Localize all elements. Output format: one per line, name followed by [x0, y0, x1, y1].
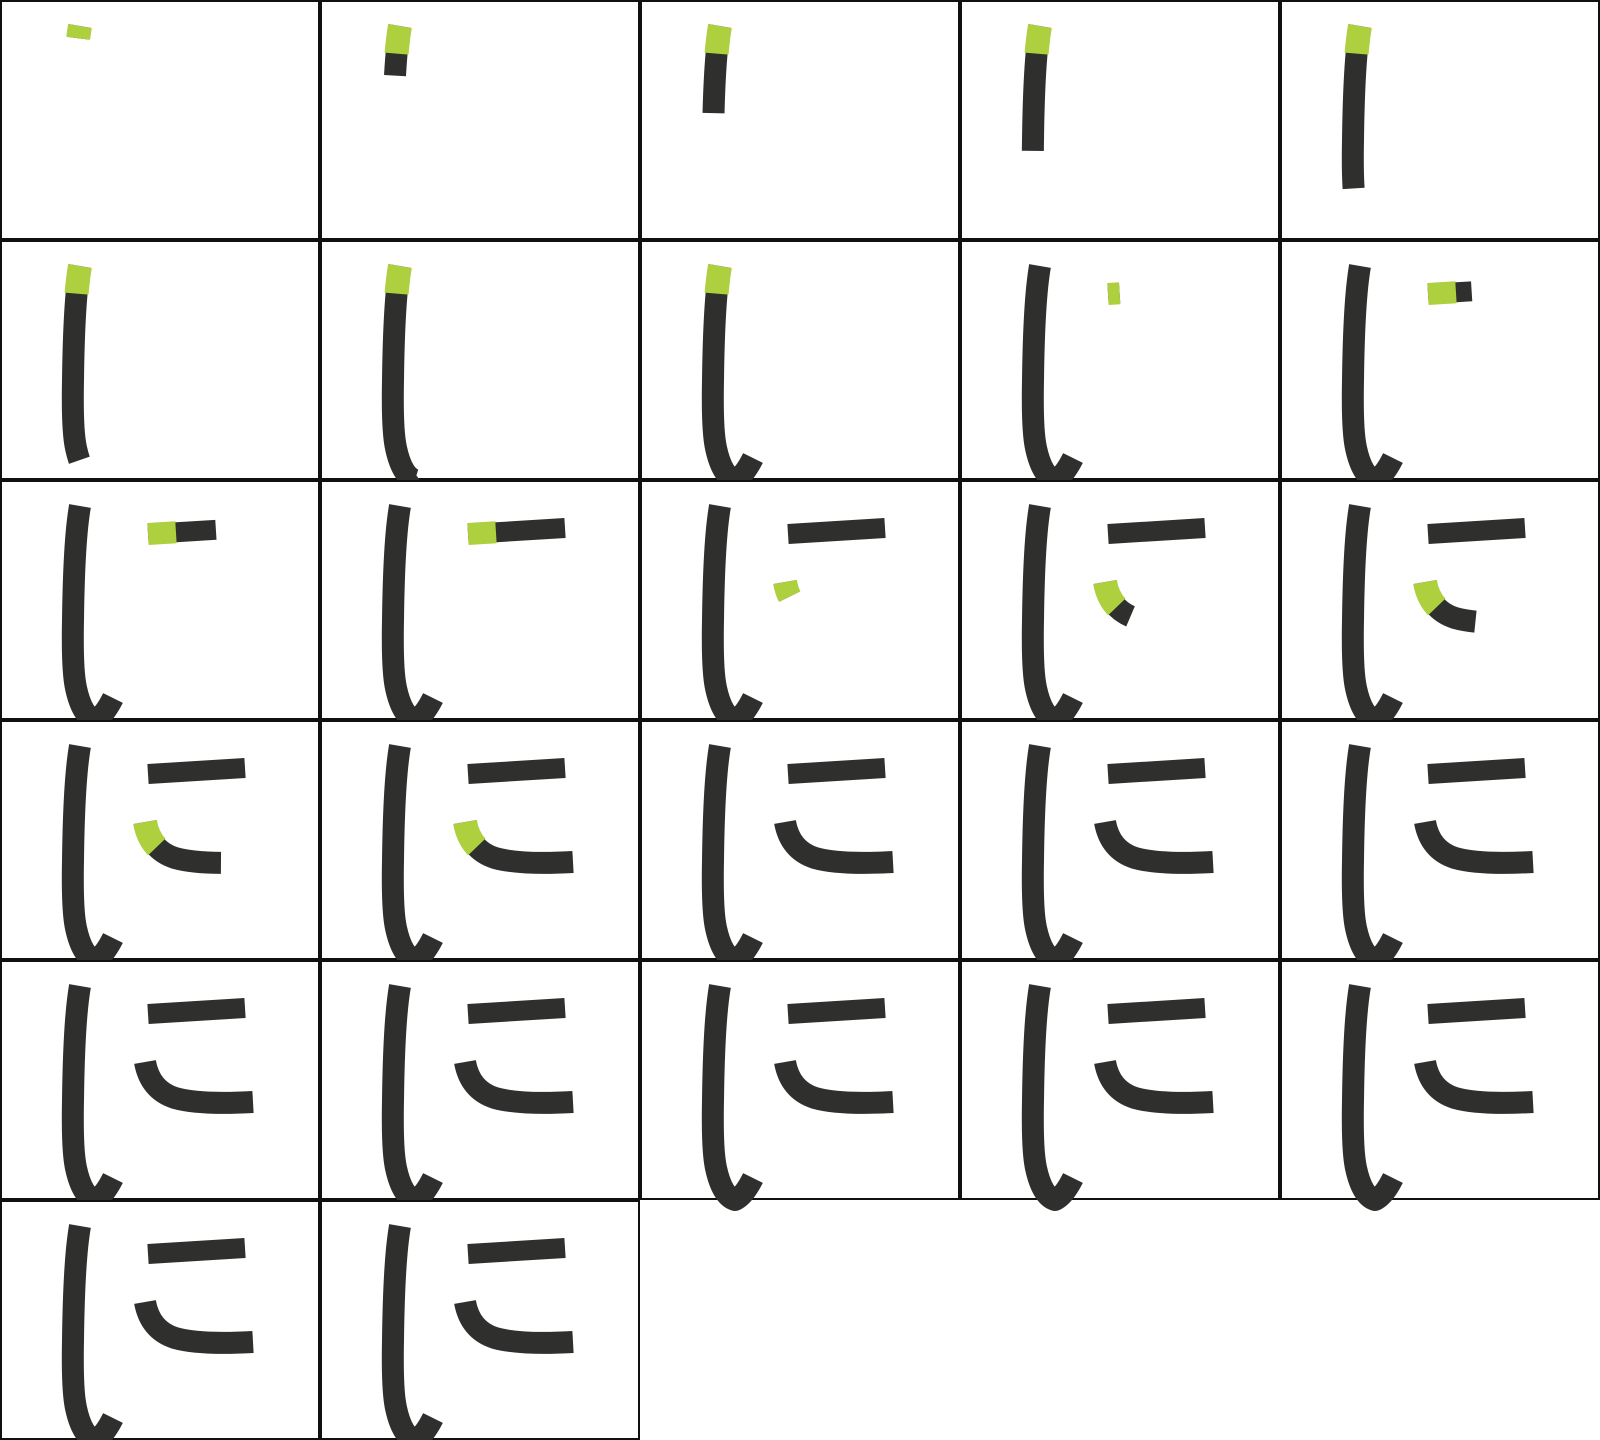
upper-horizontal-stroke — [148, 768, 245, 774]
frame-10 — [1281, 241, 1599, 480]
frame-border — [961, 1, 1279, 239]
frame-border — [641, 481, 959, 719]
frame-border — [1, 481, 319, 719]
upper-horizontal-stroke — [1108, 528, 1205, 534]
upper-horizontal-stroke — [1428, 528, 1525, 534]
frame-27 — [321, 1201, 639, 1440]
frame-border — [321, 241, 639, 479]
upper-horizontal-stroke — [788, 1008, 885, 1014]
frame-15 — [1281, 481, 1599, 720]
frame-2 — [321, 1, 639, 240]
frame-1 — [1, 1, 319, 240]
upper-horizontal-stroke — [468, 768, 565, 774]
upper-horizontal-stroke — [148, 1248, 245, 1254]
upper-horizontal-stroke — [788, 528, 885, 534]
upper-horizontal-stroke — [1428, 1008, 1525, 1014]
frame-25 — [1281, 961, 1599, 1200]
frame-19 — [961, 721, 1279, 960]
frame-13 — [641, 481, 959, 720]
upper-horizontal-stroke — [1428, 768, 1525, 774]
frame-24 — [961, 961, 1279, 1200]
frame-12 — [321, 481, 639, 720]
frame-16 — [1, 721, 319, 960]
frame-border — [321, 481, 639, 719]
frame-border — [961, 241, 1279, 479]
frame-border — [1, 1, 319, 239]
frame-18 — [641, 721, 959, 960]
upper-horizontal-stroke — [468, 1248, 565, 1254]
frame-23 — [641, 961, 959, 1200]
frame-border — [321, 1, 639, 239]
frame-26 — [1, 1201, 319, 1440]
frame-5 — [1281, 1, 1599, 240]
frame-22 — [321, 961, 639, 1200]
upper-horizontal-stroke — [148, 1008, 245, 1014]
frame-6 — [1, 241, 319, 480]
frame-4 — [961, 1, 1279, 240]
upper-horizontal-stroke — [1108, 768, 1205, 774]
frame-3 — [641, 1, 959, 240]
frame-7 — [321, 241, 639, 480]
frame-border — [1281, 241, 1599, 479]
frame-border — [641, 241, 959, 479]
frame-border — [1281, 1, 1599, 239]
frame-border — [641, 1, 959, 239]
frame-8 — [641, 241, 959, 480]
frame-9 — [961, 241, 1279, 480]
frames-grid — [1, 1, 1599, 1440]
upper-horizontal-stroke — [468, 1008, 565, 1014]
frame-14 — [961, 481, 1279, 720]
upper-horizontal-stroke — [1108, 1008, 1205, 1014]
frame-20 — [1281, 721, 1599, 960]
upper-horizontal-stroke — [788, 768, 885, 774]
frame-21 — [1, 961, 319, 1200]
frame-11 — [1, 481, 319, 720]
frame-border — [1, 241, 319, 479]
frame-17 — [321, 721, 639, 960]
